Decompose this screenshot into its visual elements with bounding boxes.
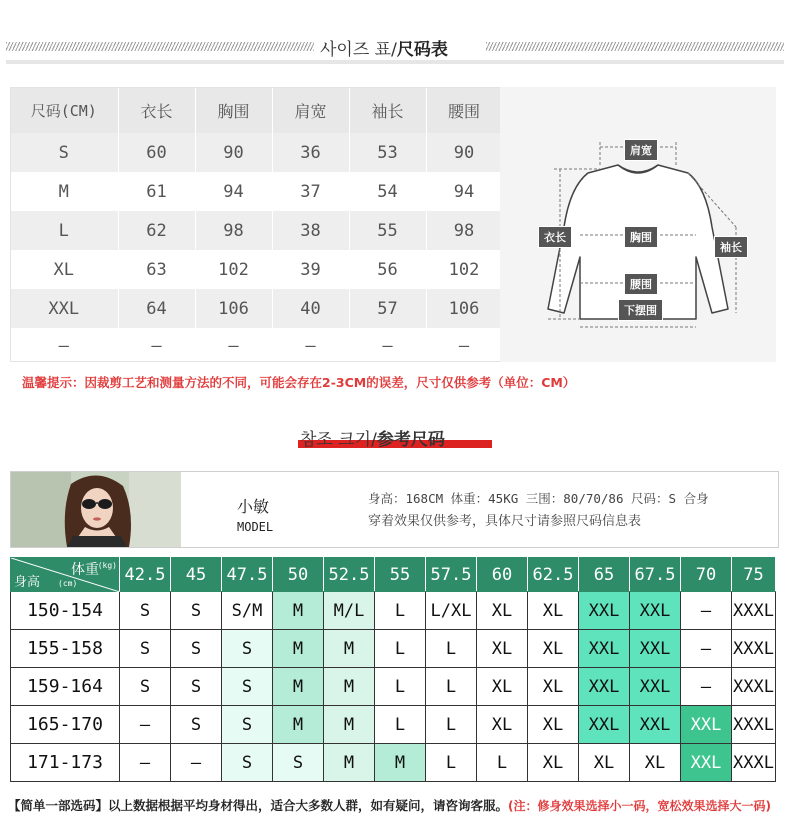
sleeve-cell: 54 — [349, 172, 426, 211]
weight-header-cell: 55 — [375, 558, 426, 592]
size-cell: S — [222, 630, 273, 668]
height-range-cell: 159-164 — [11, 668, 120, 706]
chest-cell: 102 — [195, 250, 272, 289]
size-cell: M — [273, 668, 324, 706]
weight-header-cell: 67.5 — [630, 558, 681, 592]
model-measurements: 身高：168CM 体重：45KG 三围：80/70/86 尺码：S 合身 — [368, 491, 709, 506]
size-cell: M/L — [324, 592, 375, 630]
size-cell: L — [375, 668, 426, 706]
size-chart-title-korean: 사이즈 표/ — [320, 40, 397, 60]
size-cell: XXL — [579, 668, 630, 706]
size-cell: M — [324, 706, 375, 744]
size-cell: M — [273, 630, 324, 668]
weight-unit-label: (kg) — [97, 561, 117, 570]
size-row — [10, 172, 502, 211]
length-cell: 60 — [118, 133, 195, 172]
header-waist: 腰围 — [426, 87, 502, 133]
length-cell: — — [118, 328, 195, 363]
length-cell: 63 — [118, 250, 195, 289]
shoulder-cell: 37 — [272, 172, 349, 211]
weight-header-cell: 50 — [273, 558, 324, 592]
size-row — [10, 211, 502, 250]
size-cell: L — [375, 592, 426, 630]
height-range-cell: 150-154 — [11, 592, 120, 630]
waist-cell: 90 — [426, 133, 502, 172]
right-hatch-divider — [486, 42, 784, 51]
waist-cell: 98 — [426, 211, 502, 250]
size-cell: XXXL — [732, 744, 776, 782]
size-cell: S — [120, 592, 171, 630]
weight-header-row — [11, 558, 776, 592]
model-portrait-image — [11, 472, 181, 547]
size-cell: XXL — [630, 706, 681, 744]
size-row — [10, 328, 502, 363]
model-photo — [11, 472, 181, 547]
chest-cell: 94 — [195, 172, 272, 211]
size-cell: M — [273, 592, 324, 630]
height-range-cell: 171-173 — [11, 744, 120, 782]
size-cell: S — [171, 706, 222, 744]
size-cell: S — [273, 744, 324, 782]
length-cell: 61 — [118, 172, 195, 211]
size-cell: XXL — [579, 630, 630, 668]
sleeve-cell: — — [349, 328, 426, 363]
size-cell: XXL — [579, 592, 630, 630]
size-cell: S — [222, 744, 273, 782]
diagram-label-chest: 胸围 — [624, 226, 658, 248]
size-cell: XL — [477, 668, 528, 706]
size-cell: S — [120, 630, 171, 668]
size-cell: XL — [630, 744, 681, 782]
size-chart-title-chinese: 尺码表 — [396, 40, 448, 60]
size-cell: M — [324, 744, 375, 782]
size-cell: L — [375, 706, 426, 744]
measurement-diagram — [500, 87, 776, 362]
size-cell: XL — [477, 706, 528, 744]
model-info-box — [10, 471, 779, 548]
sleeve-cell: 53 — [349, 133, 426, 172]
shoulder-cell: 40 — [272, 289, 349, 328]
measurement-warning: 温馨提示：因裁剪工艺和测量方法的不同，可能会存在2-3CM的误差，尺寸仅供参考（单位：CM） — [22, 375, 576, 390]
shoulder-cell: — — [272, 328, 349, 363]
size-selection-main-note: 【简单一部选码】以上数据根据平均身材得出，适合大多数人群，如有疑问，请咨询客服。 — [8, 798, 509, 813]
size-cell: XXL — [630, 592, 681, 630]
size-cell: XL — [528, 668, 579, 706]
height-row — [11, 744, 776, 782]
shoulder-cell: 38 — [272, 211, 349, 250]
diagram-label-length: 衣长 — [538, 226, 572, 248]
sleeve-cell: 57 — [349, 289, 426, 328]
header-underline — [6, 60, 784, 64]
shoulder-cell: 36 — [272, 133, 349, 172]
size-row — [10, 289, 502, 328]
size-cell: XXL — [630, 630, 681, 668]
size-cell: L — [426, 706, 477, 744]
model-tag: MODEL — [237, 520, 274, 534]
chest-cell: 98 — [195, 211, 272, 250]
size-cell: — — [681, 592, 732, 630]
length-cell: 62 — [118, 211, 195, 250]
size-cell: — — [681, 630, 732, 668]
size-cell: — — [120, 706, 171, 744]
size-cell: S — [10, 133, 118, 172]
size-cell: XXL — [10, 289, 118, 328]
size-cell: M — [324, 630, 375, 668]
waist-cell: 102 — [426, 250, 502, 289]
weight-header-cell: 42.5 — [120, 558, 171, 592]
weight-header-cell: 57.5 — [426, 558, 477, 592]
reference-title-korean: 참조 크기/ — [300, 430, 377, 450]
size-cell: L — [426, 630, 477, 668]
weight-header-cell: 62.5 — [528, 558, 579, 592]
size-cell: L — [426, 744, 477, 782]
size-cell: XL — [528, 592, 579, 630]
size-cell: L — [375, 630, 426, 668]
size-table-header-row — [10, 87, 502, 133]
shoulder-cell: 39 — [272, 250, 349, 289]
chest-cell: — — [195, 328, 272, 363]
header-sleeve: 袖长 — [349, 87, 426, 133]
size-chart-title — [320, 35, 448, 60]
size-table — [10, 87, 503, 363]
weight-header-cell: 70 — [681, 558, 732, 592]
size-cell: S — [171, 592, 222, 630]
size-cell: — — [681, 668, 732, 706]
height-unit-label: (cm) — [58, 579, 78, 588]
size-cell: XL — [477, 592, 528, 630]
height-range-cell: 155-158 — [11, 630, 120, 668]
left-hatch-divider — [6, 42, 314, 51]
size-row — [10, 133, 502, 172]
chest-cell: 90 — [195, 133, 272, 172]
size-cell: L — [477, 744, 528, 782]
size-cell: L — [426, 668, 477, 706]
size-cell: XXXL — [732, 706, 776, 744]
size-cell: XL — [528, 630, 579, 668]
size-cell: S — [171, 630, 222, 668]
weight-header-cell: 45 — [171, 558, 222, 592]
size-cell: M — [273, 706, 324, 744]
diagram-label-shoulder: 肩宽 — [624, 139, 658, 161]
size-cell: M — [10, 172, 118, 211]
size-cell: — — [120, 744, 171, 782]
weight-header-cell: 75 — [732, 558, 776, 592]
size-cell: L/XL — [426, 592, 477, 630]
reference-size-grid — [10, 557, 776, 782]
height-row — [11, 706, 776, 744]
header-size-cm: 尺码(CM) — [10, 87, 118, 133]
height-axis-label: 身高 — [14, 575, 41, 590]
reference-title-chinese: 参考尺码 — [376, 430, 445, 450]
header-length: 衣长 — [118, 87, 195, 133]
height-range-cell: 165-170 — [11, 706, 120, 744]
model-name: 小敏 — [237, 497, 270, 516]
size-cell: S — [222, 668, 273, 706]
length-cell: 64 — [118, 289, 195, 328]
size-cell: XXL — [630, 668, 681, 706]
size-cell: XL — [579, 744, 630, 782]
size-cell: XL — [528, 744, 579, 782]
sleeve-cell: 56 — [349, 250, 426, 289]
size-cell: XXL — [579, 706, 630, 744]
weight-header-cell: 65 — [579, 558, 630, 592]
size-cell: S/M — [222, 592, 273, 630]
weight-header-cell: 60 — [477, 558, 528, 592]
waist-cell: 106 — [426, 289, 502, 328]
reference-size-title — [300, 425, 445, 450]
diagram-label-sleeve: 袖长 — [714, 236, 748, 258]
height-row — [11, 668, 776, 706]
size-cell: S — [222, 706, 273, 744]
size-cell: XL — [528, 706, 579, 744]
diagram-label-hem: 下摆围 — [618, 299, 663, 321]
size-selection-fit-tip: (注：修身效果选择小一码，宽松效果选择大一码) — [508, 799, 771, 813]
size-cell: XXL — [681, 706, 732, 744]
height-row — [11, 630, 776, 668]
size-cell: XXXL — [732, 592, 776, 630]
weight-axis-label: 体重 — [71, 562, 99, 578]
size-chart-header — [0, 34, 790, 60]
size-cell: XL — [477, 630, 528, 668]
size-selection-note — [8, 797, 783, 815]
header-shoulder: 肩宽 — [272, 87, 349, 133]
size-cell: M — [324, 668, 375, 706]
size-cell: — — [171, 744, 222, 782]
weight-header-cell: 52.5 — [324, 558, 375, 592]
size-cell: — — [10, 328, 118, 363]
size-cell: XXL — [681, 744, 732, 782]
size-row — [10, 250, 502, 289]
size-cell: XL — [10, 250, 118, 289]
header-chest: 胸围 — [195, 87, 272, 133]
diagram-label-waist: 腰围 — [624, 273, 658, 295]
size-cell: XXXL — [732, 668, 776, 706]
size-cell: S — [120, 668, 171, 706]
grid-corner-cell — [11, 558, 120, 592]
chest-cell: 106 — [195, 289, 272, 328]
size-cell: M — [375, 744, 426, 782]
model-fit-note: 穿着效果仅供参考，具体尺寸请参照尺码信息表 — [368, 514, 642, 529]
size-cell: XXXL — [732, 630, 776, 668]
height-row — [11, 592, 776, 630]
sleeve-cell: 55 — [349, 211, 426, 250]
waist-cell: 94 — [426, 172, 502, 211]
weight-header-cell: 47.5 — [222, 558, 273, 592]
size-cell: S — [171, 668, 222, 706]
waist-cell: — — [426, 328, 502, 363]
size-cell: L — [10, 211, 118, 250]
